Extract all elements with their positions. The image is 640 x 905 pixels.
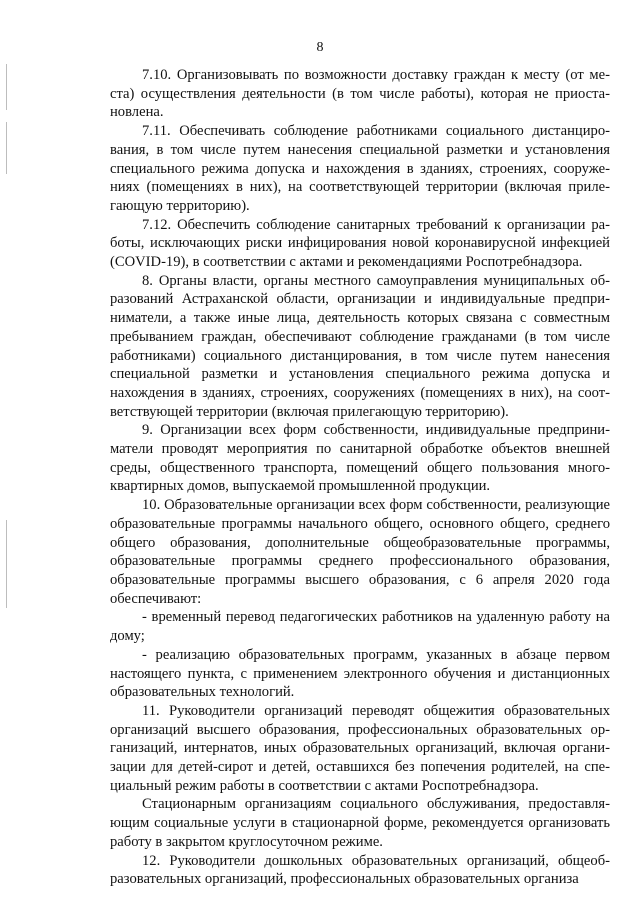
paragraph-7-12: 7.12. Обеспечить соблюдение санитарных требований к организации работы, исключающих риски инфицирования новой коронавирусной инфекцией (COVID-19), в соответствии с актами и рекомендациями Роспотребнадзора. xyxy=(110,216,610,271)
paragraph-11-stationary: Стационарным организациям социального обслуживания, предоставляющим социальные услуги в стационарной форме, рекомендуется организовать работу в закрытом круглосуточном режиме. xyxy=(110,796,610,850)
paragraph-10-item-2: - реализацию образовательных программ, указанных в абзаце первом настоящего пункта, с применением электронного обучения и дистанционных образовательных технологий. xyxy=(110,646,610,701)
paragraph-10: 10. Образовательные организации всех форм собственности, реализующие образовательные программы начального общего, основного общего, среднего общего образования, дополнительные общеобразовательные программы, образовательные программы среднего профессионального образования, образовательные программы высшего образования, с 6 апреля 2020 года обеспечивают: xyxy=(110,497,610,607)
paragraph-7-10: 7.10. Организовывать по возможности доставку граждан к месту (от места) осуществления деятельности (в том числе работы), которая не приостановлена. xyxy=(110,67,610,121)
paragraph-11: 11. Руководители организаций переводят общежития образовательных организаций высшего образования, профессиональных образовательных организаций, интернатов, иных образовательных организаций, включая организации для детей-сирот и детей, оставшихся без попечения родителей, на специальный режим работы в соответствии с актами Роспотребнадзора. xyxy=(110,702,610,794)
paragraph-10-item-1: - временный перевод педагогических работников на удаленную работу на дому; xyxy=(110,609,610,645)
scan-margin-line xyxy=(6,122,7,174)
paragraph-8: 8. Органы власти, органы местного самоуправления муниципальных образований Астраханской области, организации и индивидуальные предприниматели, а также иные лица, деятельность которых связана с совместным пребыванием граждан, обеспечивают соблюдение гражданами (в том числе работниками) социального дистанцирования, в том числе путем нанесения специальной разметки и установления специального режима допуска и нахождения в зданиях, строениях, сооружениях (помещениях в них), на соответствующей территории (включая прилегающую территорию). xyxy=(110,272,610,420)
paragraph-7-11: 7.11. Обеспечивать соблюдение работниками социального дистанцирования, в том числе путем нанесения специальной разметки и установления специального режима допуска и нахождения в зданиях, строениях, сооружениях (помещениях в них), на соответствующей территории (включая прилегающую территорию). xyxy=(110,123,610,214)
paragraph-12: 12. Руководители дошкольных образовательных организаций, общеобразовательных организаций, профессиональных образовательных организа xyxy=(110,852,610,888)
scan-margin-line xyxy=(6,64,7,110)
document-body xyxy=(110,66,610,889)
page-number: 8 xyxy=(316,40,324,55)
paragraph-9: 9. Организации всех форм собственности, индивидуальные предприниматели проводят мероприятия по санитарной обработке объектов внешней среды, общественного транспорта, помещений общего пользования многоквартирных домов, выпускаемой промышленной продукции. xyxy=(110,422,610,495)
scan-margin-line xyxy=(6,520,7,608)
